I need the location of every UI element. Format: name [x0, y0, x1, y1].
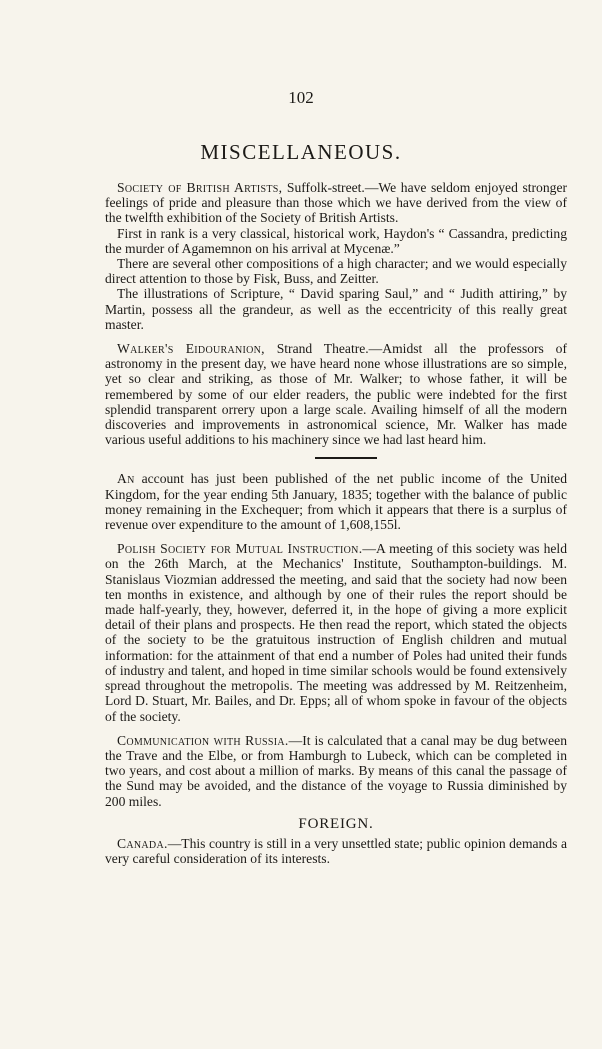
article-heading: Canada.: [117, 835, 168, 851]
article-heading: Polish Society for Mutual Instruction.: [117, 541, 363, 557]
article-heading: An: [117, 471, 135, 487]
article-walkers-eidouranion: [105, 341, 567, 447]
section-divider: [105, 447, 567, 471]
foreign-title: FOREIGN.: [298, 815, 374, 832]
paragraph-text: Suffolk-street.—We have seldom enjoyed stronger feelings of pride and pleasure than those which we have derived from the view of the twelfth exhibition of the Society of British Artists.: [105, 180, 568, 226]
article-heading: Society of British Artists,: [117, 180, 283, 195]
paragraph: There are several other compositions of a high character; and we would especially direct attention to those by Fisk, Buss, and Zeitter.: [105, 256, 567, 287]
section-title: MISCELLANEOUS.: [200, 140, 402, 164]
article-british-artists: [105, 180, 567, 332]
paragraph: [105, 733, 567, 809]
article-canada: [105, 836, 567, 866]
article-heading: Communication with Russia.: [117, 732, 289, 748]
paragraph: The illustrations of Scripture, “ David sparing Saul,” and “ Judith attiring,” by Martin, possess all the grandeur, as well as the eccentricity of this really great master.: [105, 286, 567, 332]
paragraph: First in rank is a very classical, historical work, Haydon's “ Cassandra, predicting the murder of Agamemnon on his arrival at Mycenæ.”: [105, 225, 567, 256]
paragraph-text: Strand Theatre.—Amidst all the professors of astronomy in the present day, we have heard none whose illustrations are so simple, yet so clear and striking, as those of Mr. Walker; to whose father, it will be remembered by some of our elder readers, the public were indebted for the first splendid transparent orrery upon a large scale. Availing himself of all the modern discoveries and improvements in astronomical science, Mr. Walker has made various useful additions to his machinery since we had last heard him.: [105, 341, 567, 448]
paragraph-text: —It is calculated that a canal may be dug between the Trave and the Elbe, or from Hamburgh to Lubeck, which can be completed in two years, and cost about a million of marks. By means of this canal the passage of the Sund may be avoided, and the distance of the voyage to Russia diminished by 200 miles.: [105, 732, 567, 809]
article-heading: Walker's Eidouranion,: [117, 341, 265, 357]
article-communication-russia: [105, 733, 567, 809]
paragraph: [105, 341, 567, 447]
page-number: 102: [288, 88, 314, 107]
paragraph: [105, 471, 567, 532]
article-public-income: [105, 471, 567, 532]
paragraph-text: —This country is still in a very unsettled state; public opinion demands a very careful consideration of its interests.: [105, 835, 567, 867]
paragraph: [105, 541, 567, 723]
paragraph: [105, 836, 567, 866]
paragraph-text: account has just been published of the net public income of the United Kingdom, for the year ending 5th January, 1835; together with the balance of public money remaining in the Exchequer; from which it appears that there is a surplus of revenue over expenditure to the amount of 1,608,155l.: [105, 471, 567, 533]
paragraph-text: —A meeting of this society was held on the 26th March, at the Mechanics' Institute, Southampton-buildings. M. Stanislaus Viozmian addressed the meeting, and said that the society had now been ten months in existence, and although by one of their rules the report should be made half-yearly, they, however, deferred it, in the hope of giving a more explicit detail of their plans and prospects. He then read the report, which stated the objects of the society to be the gratuitous instruction of English children and mutual information: for the attainment of that end a number of Poles had united their funds of industry and talent, and hoped in time similar schools would be found extensively spread throughout the metropolis. The meeting was addressed by M. Reitzenheim, Lord D. Stuart, Mr. Bailes, and Dr. Epps; all of whom spoke in favour of the objects of the society.: [105, 541, 567, 724]
article-body: [105, 180, 567, 866]
article-polish-society: [105, 541, 567, 723]
paragraph: [105, 180, 567, 226]
